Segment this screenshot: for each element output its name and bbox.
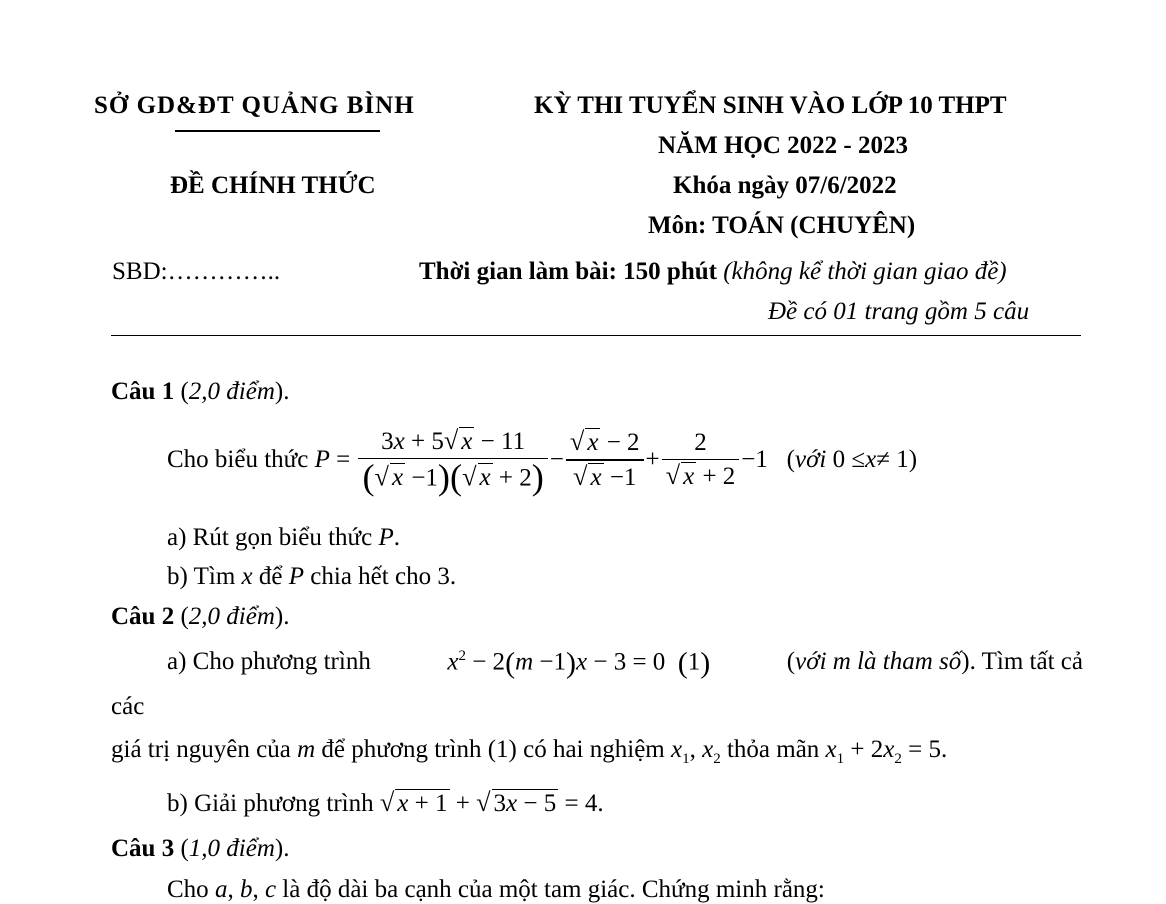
page-note: Đề có 01 trang gồm 5 câu	[768, 298, 1030, 325]
question-2a-line2-var: m	[297, 736, 316, 763]
question-1a-variable: P	[378, 524, 394, 551]
question-2b: b) Giải phương trình √ x + 1 + √ 3x − 5 = 4.	[167, 788, 604, 817]
question-2a-line2-mid2: thỏa mãn	[726, 736, 820, 763]
question-1b	[167, 563, 456, 591]
question-3-heading: Câu 3 (1,0 điểm).	[111, 835, 290, 862]
question-1-heading: Câu 1 (2,0 điểm).	[111, 378, 290, 405]
time-label: Thời gian làm bài: 150 phút	[419, 258, 717, 285]
question-2-title: Câu 2	[111, 603, 175, 630]
time-line	[419, 258, 1007, 286]
question-2a-equation: $x^2 - 2(m -1)x - 3 = 0$ (1)	[447, 646, 711, 680]
question-2a-line2-pre: giá trị nguyên của	[111, 736, 291, 763]
question-1-points: 2,0 điểm	[188, 378, 275, 405]
question-3-points: 1,0 điểm	[188, 835, 275, 862]
question-1b-var-x: x	[241, 563, 253, 590]
question-2a-tail: ). Tìm tất cả	[961, 648, 1083, 676]
question-1-expression: Cho biểu thức P = $\frac{3x + 5√ x - 11}{(√ x -1)(√ x + 2)}$ − $\frac{√ x - 2}{√ x -1}$ + $\frac{2}{√ x + 2}$ −1 ( với 0 ≤ x ≠ 1)	[167, 425, 918, 497]
question-2-points: 2,0 điểm	[188, 603, 275, 630]
question-2a-note-var: m	[832, 648, 851, 676]
exam-title: KỲ THI TUYỂN SINH VÀO LỚP 10 THPT	[534, 92, 1007, 119]
official-exam-label: ĐỀ CHÍNH THỨC	[170, 172, 376, 199]
question-2a-line2-mid: để phương trình (1) có hai nghiệm	[321, 736, 665, 763]
question-2a: a) Cho phương trình $x^2 - 2(m -1)x - 3 = 0$ (1) (với m là tham số). Tìm tất cả	[167, 646, 1083, 680]
question-3-intro: Cho a, b, c là độ dài ba cạnh của một tam giác. Chứng minh rằng:	[167, 876, 825, 903]
question-2-heading: Câu 2 (2,0 điểm).	[111, 603, 290, 630]
question-3-intro-pre: Cho	[167, 876, 209, 903]
question-2a-wrap: các	[111, 693, 145, 720]
question-1-title: Câu 1	[111, 378, 175, 405]
question-1b-post: chia hết cho 3.	[310, 563, 457, 590]
school-year: NĂM HỌC 2022 - 2023	[658, 132, 908, 159]
question-1a-text: a) Rút gọn biểu thức	[167, 524, 373, 551]
header-underline	[175, 130, 380, 132]
question-2a-pre: a) Cho phương trình	[167, 648, 371, 676]
exam-date: Khóa ngày 07/6/2022	[673, 172, 897, 199]
question-2a-note-post: là tham số	[857, 648, 962, 676]
question-2b-pre: b) Giải phương trình	[167, 790, 374, 817]
issuing-department: SỞ GD&ĐT QUẢNG BÌNH	[94, 92, 415, 119]
fraction-3: $\frac{2}{√ x + 2}$	[662, 427, 740, 492]
time-note: (không kể thời gian giao đề)	[723, 258, 1007, 285]
question-3-title: Câu 3	[111, 835, 175, 862]
question-1b-var-p: P	[288, 563, 305, 590]
question-2a-note-pre: với	[795, 648, 827, 676]
fraction-1: $\frac{3x + 5√ x - 11}{(√ x -1)(√ x + 2)}$	[358, 425, 547, 495]
question-3-intro-post: là độ dài ba cạnh của một tam giác. Chứng minh rằng:	[282, 876, 825, 903]
question-1a: a) Rút gọn biểu thức P.	[167, 524, 400, 551]
condition-word: với	[794, 446, 827, 473]
question-1b-pre: b) Tìm	[167, 563, 236, 590]
header-divider	[111, 335, 1081, 336]
candidate-number-field: SBD:…………..	[112, 258, 281, 285]
question-1b-mid: để	[258, 563, 283, 590]
fraction-2: $\frac{√ x - 2}{√ x -1}$	[566, 426, 644, 493]
question-2a-line2: giá trị nguyên của m để phương trình (1) có hai nghiệm $x_1$, $x_2$ thỏa mãn $x_1 + 2x_2 = 5$.	[111, 736, 948, 767]
question-1-intro: Cho biểu thức	[167, 446, 309, 473]
subject: Môn: TOÁN (CHUYÊN)	[648, 212, 916, 239]
